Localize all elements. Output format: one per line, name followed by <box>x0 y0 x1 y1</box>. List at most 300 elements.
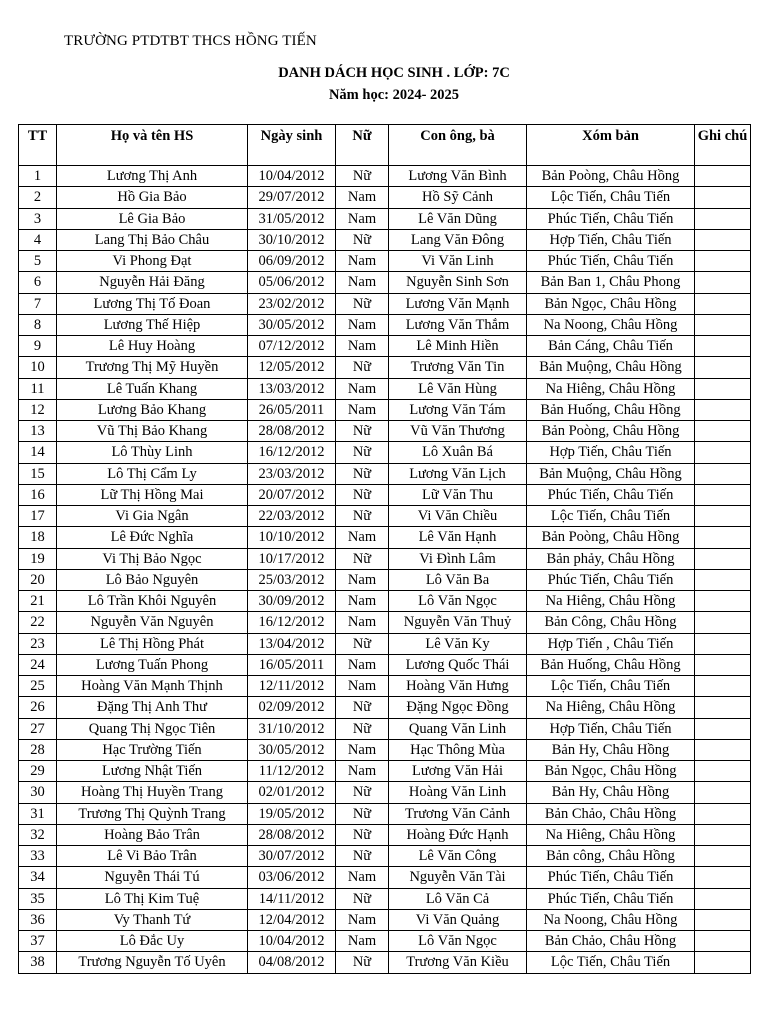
student-name: Lô Đắc Uy <box>57 931 248 952</box>
village: Na Hiêng, Châu Hồng <box>527 697 695 718</box>
document-title: DANH DÁCH HỌC SINH . LỚP: 7C <box>278 65 510 81</box>
parent-name: Lương Văn Lịch <box>389 463 527 484</box>
row-number: 6 <box>19 272 57 293</box>
note <box>695 357 751 378</box>
student-name: Lang Thị Bảo Châu <box>57 229 248 250</box>
note <box>695 463 751 484</box>
table-row <box>19 484 751 505</box>
student-name: Lương Thị Anh <box>57 166 248 187</box>
student-name: Lô Thị Cẩm Ly <box>57 463 248 484</box>
table-row <box>19 676 751 697</box>
row-number: 14 <box>19 442 57 463</box>
row-number: 38 <box>19 952 57 973</box>
student-name: Vy Thanh Tứ <box>57 909 248 930</box>
birth-date: 10/04/2012 <box>248 931 336 952</box>
student-name: Lô Thị Kim Tuệ <box>57 888 248 909</box>
row-number: 27 <box>19 718 57 739</box>
note <box>695 527 751 548</box>
village: Na Noong, Châu Hồng <box>527 909 695 930</box>
table-row <box>19 803 751 824</box>
row-number: 33 <box>19 846 57 867</box>
column-header: Họ và tên HS <box>57 125 248 166</box>
table-row <box>19 399 751 420</box>
note <box>695 761 751 782</box>
village: Bản Muộng, Châu Hồng <box>527 463 695 484</box>
student-name: Lương Nhật Tiến <box>57 761 248 782</box>
table-row <box>19 761 751 782</box>
gender: Nam <box>336 761 389 782</box>
village: Bản Ngọc, Châu Hồng <box>527 293 695 314</box>
row-number: 17 <box>19 506 57 527</box>
table-row <box>19 569 751 590</box>
parent-name: Lương Văn Bình <box>389 166 527 187</box>
birth-date: 11/12/2012 <box>248 761 336 782</box>
gender: Nữ <box>336 718 389 739</box>
gender: Nữ <box>336 888 389 909</box>
birth-date: 30/05/2012 <box>248 739 336 760</box>
table-row <box>19 909 751 930</box>
row-number: 18 <box>19 527 57 548</box>
village: Bản Hy, Châu Hồng <box>527 739 695 760</box>
student-name: Lô Bảo Nguyên <box>57 569 248 590</box>
parent-name: Vi Văn Chiều <box>389 506 527 527</box>
parent-name: Lương Văn Thắm <box>389 314 527 335</box>
row-number: 19 <box>19 548 57 569</box>
note <box>695 718 751 739</box>
note <box>695 803 751 824</box>
gender: Nam <box>336 527 389 548</box>
column-header: Con ông, bà <box>389 125 527 166</box>
student-name: Hạc Trường Tiến <box>57 739 248 760</box>
village: Bản Muộng, Châu Hồng <box>527 357 695 378</box>
table-row <box>19 782 751 803</box>
gender: Nam <box>336 591 389 612</box>
parent-name: Hoàng Văn Linh <box>389 782 527 803</box>
gender: Nữ <box>336 442 389 463</box>
row-number: 4 <box>19 229 57 250</box>
village: Bản công, Châu Hồng <box>527 846 695 867</box>
row-number: 9 <box>19 336 57 357</box>
birth-date: 22/03/2012 <box>248 506 336 527</box>
birth-date: 13/04/2012 <box>248 633 336 654</box>
parent-name: Nguyễn Văn Thuỷ <box>389 612 527 633</box>
village: Bản Ban 1, Châu Phong <box>527 272 695 293</box>
village: Bản Poòng, Châu Hồng <box>527 166 695 187</box>
gender: Nữ <box>336 782 389 803</box>
note <box>695 739 751 760</box>
village: Bản Cáng, Châu Tiến <box>527 336 695 357</box>
village: Na Hiêng, Châu Hồng <box>527 591 695 612</box>
note <box>695 442 751 463</box>
birth-date: 28/08/2012 <box>248 824 336 845</box>
note <box>695 633 751 654</box>
birth-date: 16/12/2012 <box>248 442 336 463</box>
student-name: Lê Huy Hoàng <box>57 336 248 357</box>
birth-date: 13/03/2012 <box>248 378 336 399</box>
row-number: 26 <box>19 697 57 718</box>
table-row <box>19 166 751 187</box>
note <box>695 591 751 612</box>
birth-date: 30/09/2012 <box>248 591 336 612</box>
note <box>695 399 751 420</box>
student-name: Trương Thị Quỳnh Trang <box>57 803 248 824</box>
village: Bản Hy, Châu Hồng <box>527 782 695 803</box>
column-header: TT <box>19 125 57 166</box>
parent-name: Vi Đình Lâm <box>389 548 527 569</box>
parent-name: Quang Văn Linh <box>389 718 527 739</box>
note <box>695 952 751 973</box>
parent-name: Lê Minh Hiền <box>389 336 527 357</box>
note <box>695 314 751 335</box>
table-row <box>19 931 751 952</box>
student-name: Lương Tuấn Phong <box>57 654 248 675</box>
gender: Nữ <box>336 357 389 378</box>
parent-name: Lê Văn Hạnh <box>389 527 527 548</box>
birth-date: 30/10/2012 <box>248 229 336 250</box>
table-row <box>19 846 751 867</box>
student-name: Lữ Thị Hồng Mai <box>57 484 248 505</box>
gender: Nam <box>336 654 389 675</box>
parent-name: Lương Văn Hải <box>389 761 527 782</box>
birth-date: 12/05/2012 <box>248 357 336 378</box>
gender: Nữ <box>336 633 389 654</box>
birth-date: 30/05/2012 <box>248 314 336 335</box>
village: Bản Ngọc, Châu Hồng <box>527 761 695 782</box>
parent-name: Lê Văn Công <box>389 846 527 867</box>
village: Phúc Tiến, Châu Tiến <box>527 208 695 229</box>
gender: Nam <box>336 272 389 293</box>
table-row <box>19 314 751 335</box>
birth-date: 16/12/2012 <box>248 612 336 633</box>
student-name: Hồ Gia Bảo <box>57 187 248 208</box>
gender: Nữ <box>336 166 389 187</box>
row-number: 1 <box>19 166 57 187</box>
table-row <box>19 888 751 909</box>
parent-name: Vi Văn Linh <box>389 251 527 272</box>
table-row <box>19 718 751 739</box>
table-header-row <box>19 125 751 166</box>
student-name: Hoàng Thị Huyền Trang <box>57 782 248 803</box>
table-row <box>19 867 751 888</box>
birth-date: 29/07/2012 <box>248 187 336 208</box>
row-number: 12 <box>19 399 57 420</box>
student-name: Vi Phong Đạt <box>57 251 248 272</box>
gender: Nữ <box>336 463 389 484</box>
parent-name: Lô Văn Ba <box>389 569 527 590</box>
table-row <box>19 357 751 378</box>
gender: Nữ <box>336 548 389 569</box>
student-name: Nguyễn Thái Tú <box>57 867 248 888</box>
note <box>695 272 751 293</box>
note <box>695 654 751 675</box>
student-name: Lô Thùy Linh <box>57 442 248 463</box>
note <box>695 931 751 952</box>
column-header: Nữ <box>336 125 389 166</box>
gender: Nữ <box>336 293 389 314</box>
birth-date: 10/17/2012 <box>248 548 336 569</box>
gender: Nữ <box>336 952 389 973</box>
row-number: 29 <box>19 761 57 782</box>
student-name: Vi Thị Bảo Ngọc <box>57 548 248 569</box>
birth-date: 12/04/2012 <box>248 909 336 930</box>
row-number: 16 <box>19 484 57 505</box>
table-row <box>19 272 751 293</box>
note <box>695 208 751 229</box>
village: Lộc Tiến, Châu Tiến <box>527 187 695 208</box>
note <box>695 229 751 250</box>
table-row <box>19 293 751 314</box>
village: Lộc Tiến, Châu Tiến <box>527 506 695 527</box>
student-name: Lê Gia Bảo <box>57 208 248 229</box>
parent-name: Lương Văn Mạnh <box>389 293 527 314</box>
note <box>695 846 751 867</box>
village: Bản Chảo, Châu Hồng <box>527 803 695 824</box>
note <box>695 676 751 697</box>
row-number: 15 <box>19 463 57 484</box>
village: Phúc Tiến, Châu Tiến <box>527 251 695 272</box>
row-number: 25 <box>19 676 57 697</box>
table-row <box>19 654 751 675</box>
row-number: 2 <box>19 187 57 208</box>
note <box>695 506 751 527</box>
parent-name: Lang Văn Đông <box>389 229 527 250</box>
parent-name: Nguyễn Sinh Sơn <box>389 272 527 293</box>
birth-date: 10/04/2012 <box>248 166 336 187</box>
birth-date: 05/06/2012 <box>248 272 336 293</box>
birth-date: 20/07/2012 <box>248 484 336 505</box>
gender: Nữ <box>336 506 389 527</box>
gender: Nam <box>336 399 389 420</box>
birth-date: 31/10/2012 <box>248 718 336 739</box>
row-number: 10 <box>19 357 57 378</box>
parent-name: Trương Văn Tin <box>389 357 527 378</box>
gender: Nam <box>336 569 389 590</box>
birth-date: 14/11/2012 <box>248 888 336 909</box>
row-number: 24 <box>19 654 57 675</box>
village: Bản Huống, Châu Hồng <box>527 399 695 420</box>
parent-name: Lê Văn Dũng <box>389 208 527 229</box>
table-row <box>19 952 751 973</box>
village: Bản Poòng, Châu Hồng <box>527 527 695 548</box>
table-row <box>19 208 751 229</box>
parent-name: Hạc Thông Mùa <box>389 739 527 760</box>
student-name: Đặng Thị Anh Thư <box>57 697 248 718</box>
note <box>695 612 751 633</box>
table-row <box>19 527 751 548</box>
village: Phúc Tiến, Châu Tiến <box>527 484 695 505</box>
birth-date: 04/08/2012 <box>248 952 336 973</box>
table-row <box>19 591 751 612</box>
table-row <box>19 336 751 357</box>
table-row <box>19 612 751 633</box>
note <box>695 187 751 208</box>
village: Na Hiêng, Châu Hồng <box>527 824 695 845</box>
birth-date: 26/05/2011 <box>248 399 336 420</box>
note <box>695 888 751 909</box>
student-name: Lương Thị Tố Đoan <box>57 293 248 314</box>
table-row <box>19 442 751 463</box>
gender: Nam <box>336 251 389 272</box>
parent-name: Lô Xuân Bá <box>389 442 527 463</box>
table-row <box>19 463 751 484</box>
village: Phúc Tiến, Châu Tiến <box>527 569 695 590</box>
village: Hợp Tiến , Châu Tiến <box>527 633 695 654</box>
village: Na Hiêng, Châu Hồng <box>527 378 695 399</box>
column-header: Xóm bản <box>527 125 695 166</box>
parent-name: Lô Văn Ngọc <box>389 931 527 952</box>
note <box>695 697 751 718</box>
row-number: 28 <box>19 739 57 760</box>
note <box>695 293 751 314</box>
gender: Nữ <box>336 803 389 824</box>
village: Phúc Tiến, Châu Tiến <box>527 867 695 888</box>
parent-name: Vũ Văn Thương <box>389 421 527 442</box>
gender: Nam <box>336 612 389 633</box>
gender: Nam <box>336 336 389 357</box>
parent-name: Lê Văn Hùng <box>389 378 527 399</box>
student-name: Lê Thị Hồng Phát <box>57 633 248 654</box>
student-name: Nguyễn Văn Nguyên <box>57 612 248 633</box>
gender: Nữ <box>336 697 389 718</box>
parent-name: Đặng Ngọc Đồng <box>389 697 527 718</box>
birth-date: 02/01/2012 <box>248 782 336 803</box>
table-row <box>19 251 751 272</box>
gender: Nữ <box>336 229 389 250</box>
parent-name: Lữ Văn Thu <box>389 484 527 505</box>
village: Bản phảy, Châu Hồng <box>527 548 695 569</box>
birth-date: 25/03/2012 <box>248 569 336 590</box>
row-number: 11 <box>19 378 57 399</box>
student-name: Lô Trần Khôi Nguyên <box>57 591 248 612</box>
table-row <box>19 548 751 569</box>
gender: Nữ <box>336 421 389 442</box>
student-name: Trương Thị Mỹ Huyền <box>57 357 248 378</box>
table-row <box>19 697 751 718</box>
student-table <box>18 124 751 974</box>
student-name: Hoàng Bảo Trân <box>57 824 248 845</box>
row-number: 3 <box>19 208 57 229</box>
parent-name: Lương Quốc Thái <box>389 654 527 675</box>
village: Hợp Tiến, Châu Tiến <box>527 229 695 250</box>
table-row <box>19 229 751 250</box>
table-row <box>19 633 751 654</box>
note <box>695 251 751 272</box>
parent-name: Hồ Sỹ Cảnh <box>389 187 527 208</box>
table-row <box>19 378 751 399</box>
table-row <box>19 506 751 527</box>
village: Hợp Tiến, Châu Tiến <box>527 718 695 739</box>
note <box>695 867 751 888</box>
note <box>695 378 751 399</box>
village: Bản Poòng, Châu Hồng <box>527 421 695 442</box>
parent-name: Nguyễn Văn Tài <box>389 867 527 888</box>
row-number: 36 <box>19 909 57 930</box>
birth-date: 12/11/2012 <box>248 676 336 697</box>
note <box>695 782 751 803</box>
parent-name: Lê Văn Ky <box>389 633 527 654</box>
row-number: 37 <box>19 931 57 952</box>
student-name: Hoàng Văn Mạnh Thịnh <box>57 676 248 697</box>
parent-name: Trương Văn Kiều <box>389 952 527 973</box>
birth-date: 19/05/2012 <box>248 803 336 824</box>
birth-date: 10/10/2012 <box>248 527 336 548</box>
parent-name: Lô Văn Ngọc <box>389 591 527 612</box>
row-number: 35 <box>19 888 57 909</box>
village: Bản Huống, Châu Hồng <box>527 654 695 675</box>
note <box>695 336 751 357</box>
parent-name: Hoàng Đức Hạnh <box>389 824 527 845</box>
school-name: TRƯỜNG PTDTBT THCS HỒNG TIẾN <box>64 33 317 49</box>
birth-date: 30/07/2012 <box>248 846 336 867</box>
village: Bản Chảo, Châu Hồng <box>527 931 695 952</box>
gender: Nữ <box>336 824 389 845</box>
birth-date: 16/05/2011 <box>248 654 336 675</box>
column-header: Ngày sinh <box>248 125 336 166</box>
gender: Nữ <box>336 846 389 867</box>
row-number: 34 <box>19 867 57 888</box>
row-number: 21 <box>19 591 57 612</box>
parent-name: Lô Văn Cả <box>389 888 527 909</box>
row-number: 20 <box>19 569 57 590</box>
row-number: 5 <box>19 251 57 272</box>
birth-date: 02/09/2012 <box>248 697 336 718</box>
student-name: Lương Thế Hiệp <box>57 314 248 335</box>
student-name: Quang Thị Ngọc Tiên <box>57 718 248 739</box>
gender: Nam <box>336 931 389 952</box>
row-number: 22 <box>19 612 57 633</box>
village: Lộc Tiến, Châu Tiến <box>527 952 695 973</box>
village: Hợp Tiến, Châu Tiến <box>527 442 695 463</box>
parent-name: Lương Văn Tám <box>389 399 527 420</box>
note <box>695 824 751 845</box>
row-number: 13 <box>19 421 57 442</box>
student-name: Lê Đức Nghĩa <box>57 527 248 548</box>
village: Lộc Tiến, Châu Tiến <box>527 676 695 697</box>
school-year: Năm học: 2024- 2025 <box>328 87 460 103</box>
row-number: 23 <box>19 633 57 654</box>
birth-date: 31/05/2012 <box>248 208 336 229</box>
village: Phúc Tiến, Châu Tiến <box>527 888 695 909</box>
table-row <box>19 824 751 845</box>
table-row <box>19 739 751 760</box>
student-name: Trương Nguyễn Tố Uyên <box>57 952 248 973</box>
birth-date: 06/09/2012 <box>248 251 336 272</box>
note <box>695 421 751 442</box>
note <box>695 166 751 187</box>
table-row <box>19 187 751 208</box>
gender: Nam <box>336 867 389 888</box>
gender: Nam <box>336 676 389 697</box>
birth-date: 23/02/2012 <box>248 293 336 314</box>
row-number: 8 <box>19 314 57 335</box>
parent-name: Vi Văn Quảng <box>389 909 527 930</box>
parent-name: Hoàng Văn Hưng <box>389 676 527 697</box>
student-name: Lê Vi Bảo Trân <box>57 846 248 867</box>
note <box>695 909 751 930</box>
gender: Nữ <box>336 484 389 505</box>
student-name: Lương Bảo Khang <box>57 399 248 420</box>
note <box>695 548 751 569</box>
column-header: Ghi chú <box>695 125 751 166</box>
gender: Nam <box>336 187 389 208</box>
student-name: Lê Tuấn Khang <box>57 378 248 399</box>
gender: Nam <box>336 208 389 229</box>
birth-date: 23/03/2012 <box>248 463 336 484</box>
gender: Nam <box>336 739 389 760</box>
gender: Nam <box>336 314 389 335</box>
gender: Nam <box>336 909 389 930</box>
student-name: Nguyễn Hải Đăng <box>57 272 248 293</box>
